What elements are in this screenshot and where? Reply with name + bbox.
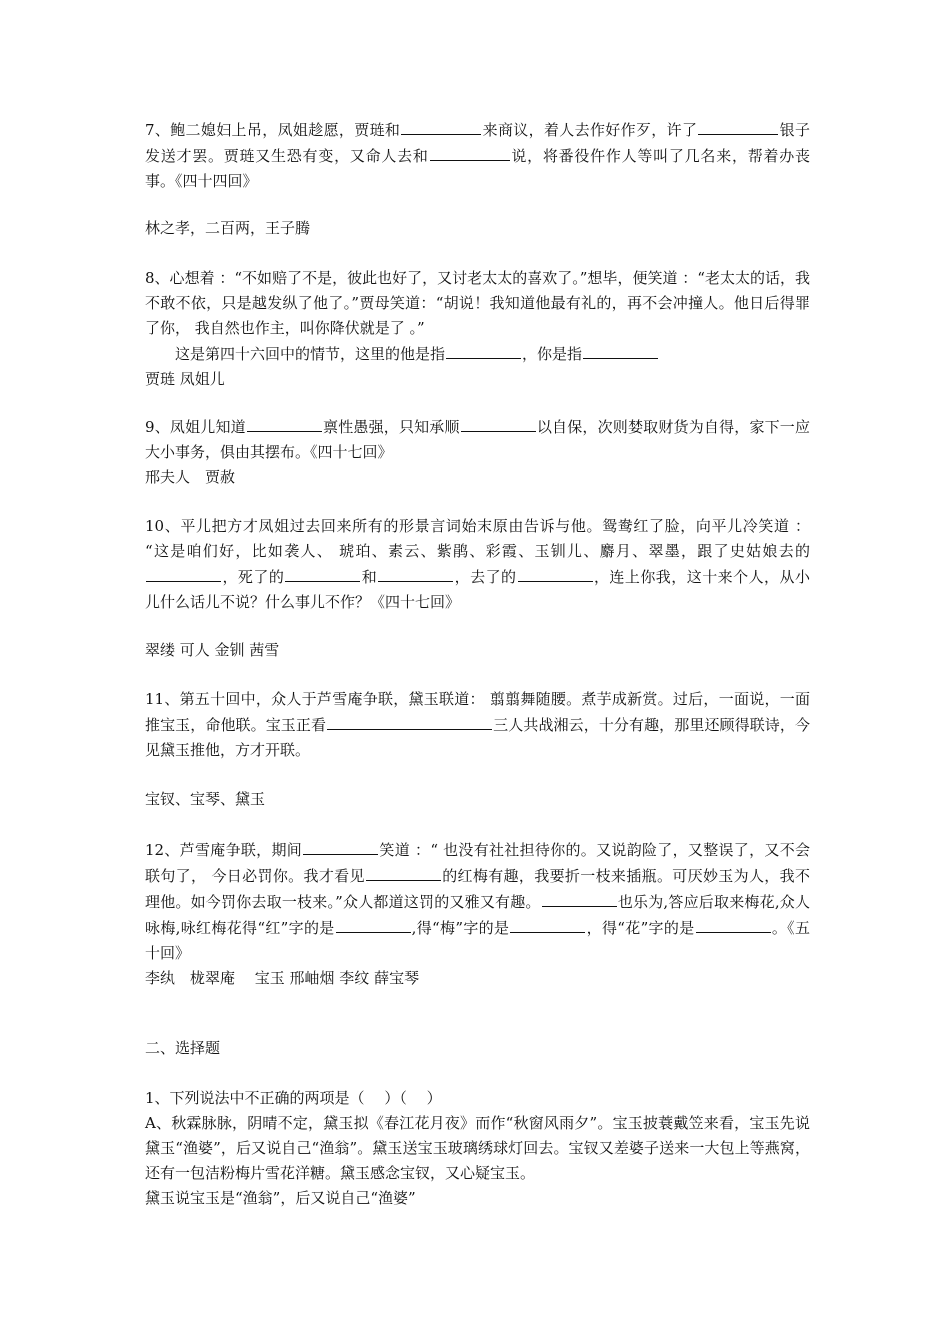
question-7-answer: 林之孝，二百两，王子腾 [145,219,311,237]
question-7-text: 7、鲍二媳妇上吊，凤姐趁愿，贾琏和 来商议，着人去作好作歹，许了 银子发送才罢。贾琏又生恐有变，又命人去和 说，将番役仵作人等叫了几名来，帮着办丧事。《四十四回》 [145,117,810,194]
question-12 [145,837,810,991]
answer-blank [378,564,453,582]
answer-blank [518,564,593,582]
answer-blank [303,837,378,855]
answer-blank [461,414,536,432]
answer-blank [336,915,411,933]
question-9-text: 9、凤姐儿知道 禀性愚强，只知承顺 以自保，次则婪取财货为自得，家下一应大小事务，俱由其摆布。《四十七回》 [145,414,810,465]
section-2-question-1 [145,1086,810,1211]
answer-blank [401,117,481,135]
question-10-answer: 翠缕 可人 金钏 茜雪 [145,641,280,659]
question-8-text: 8、心想着 ：“不如赔了不是，彼此也好了，又讨老太太的喜欢了。”想毕，便笑道 ：“老太太的话，我不敢不依，只是越发纵了他了。”贾母笑道：“胡说！我知道他最有礼的，再不会冲撞人。他日后得罪了你， 我自然也作主，叫你降伏就是了 。” [145,269,810,337]
question-7 [145,117,810,194]
question-9-answer: 邢夫人 贾赦 [145,468,236,486]
question-12-answer: 李纨 栊翠庵 宝玉 邢岫烟 李纹 薛宝琴 [145,969,420,987]
answer-blank [430,143,510,161]
choice-option-a-note: 黛玉说宝玉是“渔翁”，后又说自己“渔婆” [145,1189,416,1207]
question-11-answer: 宝钗、宝琴、黛玉 [145,790,266,808]
choice-question-stem: 1、下列说法中不正确的两项是（ ）（ ） [145,1089,442,1107]
answer-blank [698,117,778,135]
answer-blank [696,915,771,933]
answer-blank [583,341,658,359]
question-12-text: 12、芦雪庵争联，期间 笑道 ：“ 也没有社社担待你的。又说韵险了，又整误了，又不会联句了， 今日必罚你。我才看见 的红梅有趣，我要折一枝来插瓶。可厌妙玉为人，我不理他。如今罚你去取一枝来。”众人都道这罚的又雅又有趣。 也乐为,答应后取来梅花,众人咏梅,咏红梅花得“红”字的是 ,得“梅”字的是 ，得“花”字的是 。《五十回》 [145,837,810,966]
section-2-title: 二、选择题 [145,1039,221,1057]
question-9 [145,414,810,490]
question-11 [145,687,810,763]
question-8-prompt: 这是第四十六回中的情节，这里的他是指 ，你是指 [145,341,810,367]
answer-blank [146,564,221,582]
answer-blank [510,915,585,933]
answer-blank [542,889,617,907]
answer-blank [285,564,360,582]
answer-blank [247,414,322,432]
question-10-text: 10、平儿把方才凤姐过去回来所有的形景言词始末原由告诉与他。鸳鸯红了脸，向平儿冷笑道 ： “这是咱们好，比如袭人、 琥珀、素云、紫鹃、彩霞、玉钏儿、麝月、翠墨，跟了史姑娘去的，死了的 和 ，去了的 ，连上你我，这十来个人，从小儿什么话儿不说？什么事儿不作？《四十七回》 [145,517,810,611]
question-11-text: 11、第五十回中，众人于芦雪庵争联，黛玉联道： 翦翦舞随腰。煮芋成新赏。过后，一面说，一面推宝玉，命他联。宝玉正看 三人共战湘云，十分有趣，那里还顾得联诗，今见黛玉推他，方才开联。 [145,690,810,759]
answer-blank [446,341,521,359]
choice-option-a: A、秋霖脉脉，阴晴不定，黛玉拟《春江花月夜》而作“秋窗风雨夕”。宝玉披蓑戴笠来看，宝玉先说黛玉“渔婆”，后又说自己“渔翁”。黛玉送宝玉玻璃绣球灯回去。宝钗又差婆子送来一大包上等燕窝，还有一包洁粉梅片雪花洋糖。黛玉感念宝钗，又心疑宝玉。 [145,1114,810,1182]
answer-blank [366,863,441,881]
question-8-answer: 贾琏 凤姐儿 [145,370,225,388]
question-8 [145,266,810,392]
answer-blank [327,712,492,730]
question-10 [145,514,810,615]
